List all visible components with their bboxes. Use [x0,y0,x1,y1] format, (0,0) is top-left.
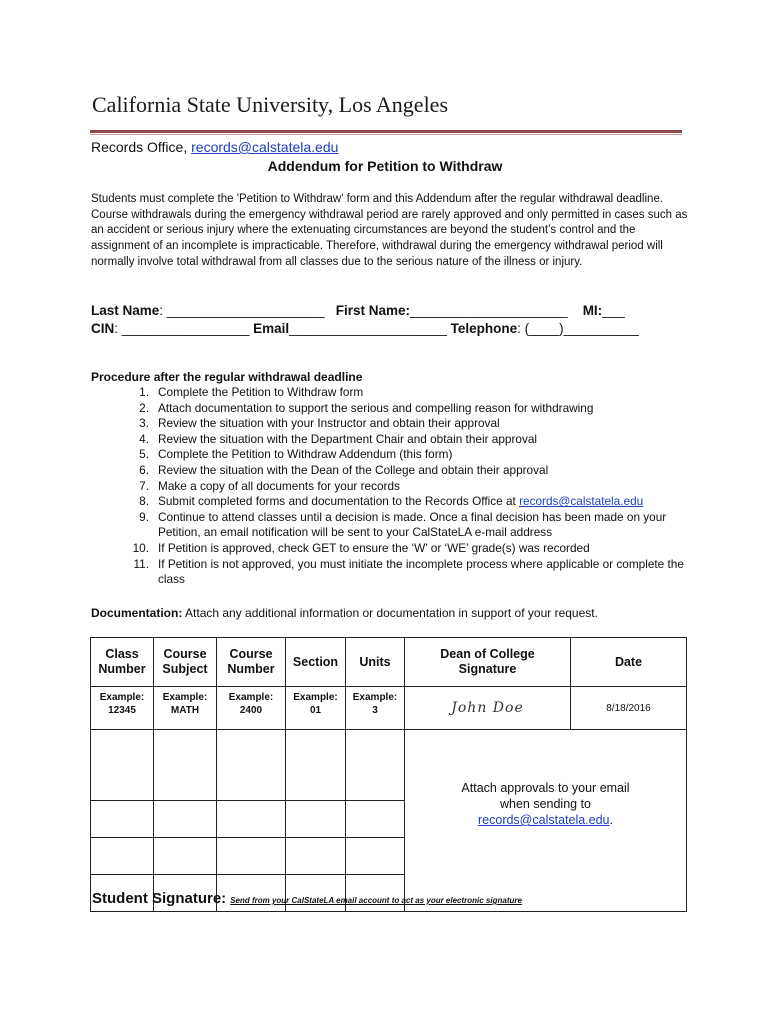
example-course-subject: Example: MATH [154,687,217,730]
attach-email-line: records@calstatela.edu. [478,813,613,827]
units-cell[interactable] [346,730,405,801]
email-field[interactable]: _____________________ [289,321,447,336]
example-course-number: Example: 2400 [217,687,286,730]
procedure-step [91,463,691,479]
signature-image: John Doe [451,700,524,716]
example-class-number: Example: 12345 [91,687,154,730]
step-number: 1. [139,385,149,399]
cin-field[interactable]: : _________________ [114,321,250,336]
step-number: 11. [133,556,149,571]
records-email-link[interactable]: records@calstatela.edu [478,813,610,827]
example-section: Example: 01 [286,687,346,730]
records-email-link[interactable]: records@calstatela.edu [191,139,339,155]
units-cell[interactable] [346,801,405,838]
header-date: Date [571,638,687,687]
documentation-text: Attach any additional information or documentation in support of your request. [182,606,598,620]
step-number: 9. [139,509,149,524]
step-text: Complete the Petition to Withdraw form [158,385,364,399]
example-dean-signature [405,687,571,730]
section-cell[interactable] [286,801,346,838]
student-signature-note: Send from your CalStateLA email account to act as your electronic signature [230,896,522,905]
table-row-example [91,687,687,730]
procedure-step [91,401,691,417]
step-text: If Petition is approved, check GET to ensure the ‘W’ or ‘WE’ grade(s) was recorded [158,540,590,555]
procedure-step [91,432,691,448]
procedure-step [91,479,691,495]
procedure-step [91,557,691,588]
procedure-step [91,447,691,463]
course-table [90,637,687,912]
header-units: Units [346,638,405,687]
table-header-row [91,638,687,687]
class-number-cell[interactable] [91,801,154,838]
form-title: Addendum for Petition to Withdraw [267,158,503,174]
example-date: 8/18/2016 [571,687,687,730]
step-text: Review the situation with the Department Chair and obtain their approval [158,431,538,446]
student-signature-label: Student Signature: [92,890,227,907]
step-text: Make a copy of all documents for your records [158,478,400,493]
procedure-step [91,510,691,541]
records-email-link[interactable]: records@calstatela.edu [519,494,644,509]
records-office-line [91,139,338,155]
procedure-title: Procedure after the regular withdrawal deadline [91,370,363,384]
student-info-fields [91,302,639,338]
last-name-label: Last Name [91,303,160,318]
header-rule-thin [90,134,682,135]
header-course-number: Course Number [217,638,286,687]
step-text: If Petition is not approved, you must initiate the incomplete process where applicable or complete the class [158,556,684,587]
mi-label: MI: [582,303,603,318]
class-number-cell[interactable] [91,838,154,875]
student-signature [92,890,522,907]
records-office-label: Records Office, [91,139,192,155]
step-number: 6. [139,462,149,477]
step-text: Attach documentation to support the serious and compelling reason for withdrawing [158,400,594,415]
header-course-subject: Course Subject [154,638,217,687]
procedure-step [91,416,691,432]
university-title: California State University, Los Angeles [92,92,449,117]
first-name-label: First Name: [335,303,410,318]
header-dean-signature: Dean of College Signature [405,638,571,687]
documentation-label: Documentation: [91,606,183,620]
mi-field[interactable]: ___ [602,303,625,318]
step-number: 2. [139,400,149,415]
step-text: Review the situation with your Instructor and obtain their approval [158,416,500,431]
step-text: Complete the Petition to Withdraw Addendum (this form) [158,447,453,462]
step-number: 8. [139,494,149,509]
class-number-cell[interactable] [91,730,154,801]
procedure-steps [91,385,691,588]
first-name-field[interactable]: _____________________ [410,303,568,318]
telephone-label: Telephone [450,321,518,336]
attach-line: Attach approvals to your email [461,781,630,795]
header-class-number: Class Number [91,638,154,687]
course-number-cell[interactable] [217,801,286,838]
course-subject-cell[interactable] [154,801,217,838]
course-number-cell[interactable] [217,838,286,875]
step-number: 4. [139,431,149,446]
course-subject-cell[interactable] [154,730,217,801]
section-cell[interactable] [286,838,346,875]
procedure-step [91,385,691,401]
step-number: 10. [132,540,149,555]
attach-approvals-note [405,730,687,912]
cin-label: CIN [91,321,115,336]
intro-paragraph: Students must complete the 'Petition to Withdraw' form and this Addendum after the regular withdrawal deadline. Course withdrawals during the emergency withdrawal period are rarely approved and only permitted in cases such as an accident or serious injury where the extenuating circumstances are beyond the student’s control and the assignment of an incomplete is impracticable. Therefore, withdrawal during the emergency withdrawal period will normally involve total withdrawal from all classes due to the serious nature of the illness or injury. [91,193,688,268]
step-text: Continue to attend classes until a decision is made. Once a final decision has been made on your Petition, an email notification will be sent to your CalStateLA e-mail address [158,509,667,540]
attach-line: when sending to [499,797,592,811]
procedure-step [91,541,691,557]
example-units: Example: 3 [346,687,405,730]
step-text: Review the situation with the Dean of the College and obtain their approval [158,462,549,477]
step-number: 3. [139,416,149,431]
header-rule [90,130,682,133]
last-name-field[interactable]: : _____________________ [159,303,325,318]
email-label: Email [253,321,290,336]
step-number: 7. [139,478,149,493]
table-row [91,730,687,801]
step-number: 5. [139,447,149,462]
procedure-step [91,494,691,510]
section-cell[interactable] [286,730,346,801]
telephone-field[interactable]: : (____)__________ [517,321,639,336]
course-subject-cell[interactable] [154,838,217,875]
documentation-note [91,606,598,620]
header-section: Section [286,638,346,687]
step-text: Submit completed forms and documentation to the Records Office at [158,494,520,509]
course-number-cell[interactable] [217,730,286,801]
units-cell[interactable] [346,838,405,875]
